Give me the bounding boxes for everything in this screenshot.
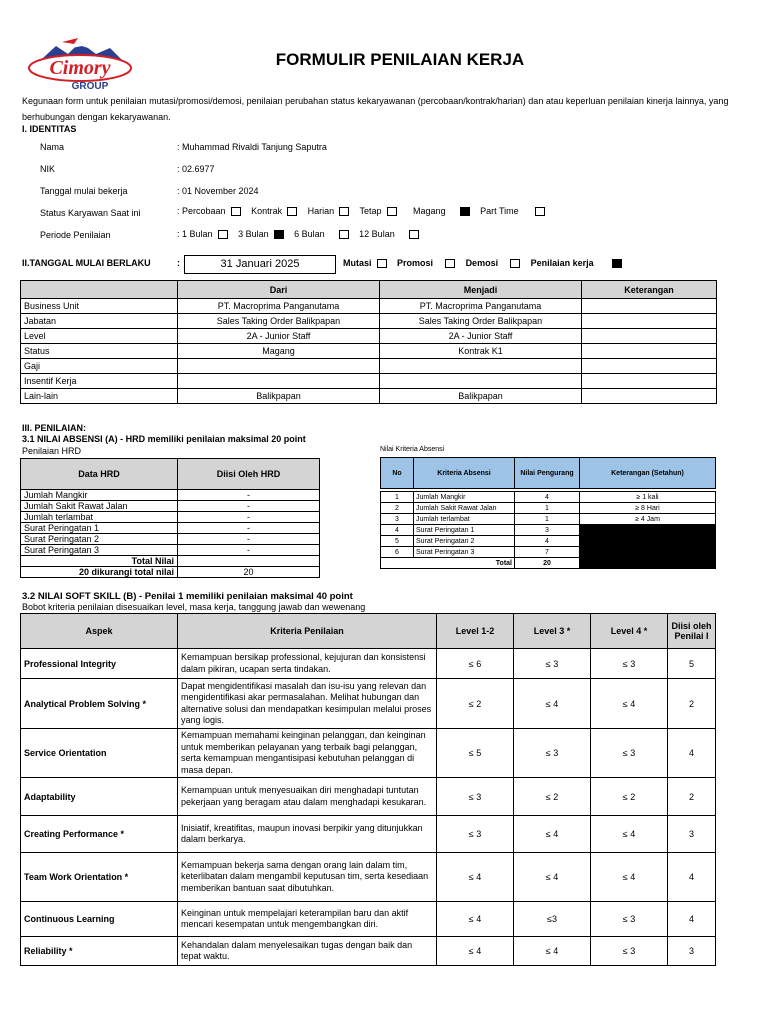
kt-header-no: No: [381, 458, 414, 489]
tanggal-berlaku-date[interactable]: 31 Januari 2025: [184, 255, 336, 274]
softskill-subheading: Bobot kriteria penilaian disesuaikan level, masa kerja, tanggung jawab dan wewenang: [22, 602, 366, 612]
mv-label: Status: [21, 344, 178, 359]
tb-opt-2: Demosi: [465, 258, 499, 268]
ss-level12: ≤ 3: [437, 778, 514, 816]
table-row: [21, 778, 716, 816]
kt-keterangan: ≥ 4 Jam: [580, 514, 716, 525]
total-nilai-label: Total Nilai: [21, 556, 178, 567]
kt-header-kriteria: Kriteria Absensi: [414, 458, 515, 489]
hrd-value[interactable]: -: [178, 512, 320, 523]
ss-header-level12: Level 1-2: [437, 614, 514, 649]
periode-opt-3: 12 Bulan: [359, 229, 395, 239]
ss-level3: ≤ 4: [514, 853, 591, 902]
ss-kriteria: Kemampuan untuk menyesuaikan diri menghadapi tuntutan pekerjaan yang beragam atau dalam menghadapi kesukaran.: [178, 778, 437, 816]
ss-score[interactable]: 4: [668, 902, 716, 937]
ss-aspek: Creating Performance *: [21, 816, 178, 853]
mv-keterangan[interactable]: [582, 374, 717, 389]
hrd-value[interactable]: -: [178, 490, 320, 501]
promosi-checkbox[interactable]: [445, 259, 455, 268]
periode-label: Periode Penilaian: [40, 230, 111, 240]
status-checkbox-tetap[interactable]: [387, 207, 397, 216]
mv-dari[interactable]: 2A - Junior Staff: [178, 329, 380, 344]
ss-level4: ≤ 3: [591, 649, 668, 679]
ss-level12: ≤ 5: [437, 729, 514, 778]
mv-keterangan[interactable]: [582, 299, 717, 314]
table-row: [381, 514, 716, 525]
softskill-heading: [22, 591, 353, 602]
status-karyawan-label: Status Karyawan Saat ini: [40, 208, 141, 218]
mv-label: Insentif Kerja: [21, 374, 178, 389]
mv-menjadi[interactable]: Sales Taking Order Balikpapan: [380, 314, 582, 329]
tanggal-berlaku-heading: II.TANGGAL MULAI BERLAKU: [22, 258, 151, 268]
ss-aspek: Service Orientation: [21, 729, 178, 778]
softskill-heading-bold: 3.2 NILAI SOFT SKILL (B): [22, 591, 137, 602]
logo-brand: Cimory: [49, 57, 111, 79]
table-row: [21, 344, 717, 359]
status-opt-0: Percobaan: [182, 206, 226, 216]
kt-kriteria: Surat Peringatan 2: [414, 536, 515, 547]
ss-level4: ≤ 3: [591, 729, 668, 778]
cimory-group-logo: [26, 38, 134, 92]
mv-dari[interactable]: [178, 359, 380, 374]
tanggal-berlaku-options: [343, 258, 630, 268]
tb-opt-1: Promosi: [397, 258, 434, 268]
kt-header-nilai: Nilai Pengurang: [515, 458, 580, 489]
kt-nilai: 7: [515, 547, 580, 558]
status-karyawan-options: [177, 206, 553, 216]
kt-no: 5: [381, 536, 414, 547]
periode-opt-1: 3 Bulan: [238, 229, 269, 239]
nama-value: : Muhammad Rivaldi Tanjung Saputra: [177, 142, 327, 152]
periode-options: [177, 229, 427, 239]
ss-header-level4: Level 4 *: [591, 614, 668, 649]
table-row: [21, 902, 716, 937]
tb-opt-3: Penilaian kerja: [530, 258, 594, 268]
status-opt-2: Harian: [307, 206, 335, 216]
table-row: [381, 525, 716, 536]
mv-label: Gaji: [21, 359, 178, 374]
table-row: [21, 314, 717, 329]
kt-header-keterangan: Keterangan (Setahun): [580, 458, 716, 489]
hrd-label: Surat Peringatan 3: [21, 545, 178, 556]
mv-keterangan[interactable]: [582, 359, 717, 374]
kt-total-value: 20: [515, 558, 580, 569]
movement-table: [20, 280, 717, 404]
table-row: [21, 545, 320, 556]
table-row: [381, 492, 716, 503]
kt-nilai: 3: [515, 525, 580, 536]
kt-no: 6: [381, 547, 414, 558]
kt-nilai: 1: [515, 514, 580, 525]
status-opt-4: Magang: [413, 206, 446, 216]
table-row: [21, 523, 320, 534]
ss-score[interactable]: 5: [668, 649, 716, 679]
ss-level3: ≤ 4: [514, 937, 591, 966]
mv-menjadi[interactable]: PT. Macroprima Panganutama: [380, 299, 582, 314]
kt-nilai: 4: [515, 492, 580, 503]
mv-label: Jabatan: [21, 314, 178, 329]
kt-no: 4: [381, 525, 414, 536]
hrd-label: Surat Peringatan 2: [21, 534, 178, 545]
ss-level3: ≤ 2: [514, 778, 591, 816]
status-opt-1: Kontrak: [251, 206, 283, 216]
ss-kriteria: Dapat mengidentifikasi masalah dan isu-isu yang relevan dan mengidentifikasi akar permasalahan. Melihat hubungan dan alternative solusi dan mendapatkan kesimpulan melalui proses yang logis.: [178, 679, 437, 729]
tanggal-bekerja-label: Tanggal mulai bekerja: [40, 186, 128, 196]
status-checkbox-percobaan[interactable]: [231, 207, 241, 216]
kt-blacked-cell: [580, 525, 716, 569]
total-nilai-value[interactable]: [178, 556, 320, 567]
kt-nilai: 1: [515, 503, 580, 514]
table-row: [21, 359, 717, 374]
kt-keterangan: ≥ 8 Hari: [580, 503, 716, 514]
periode-colon: :: [177, 229, 180, 239]
periode-checkbox-3-bulan[interactable]: [274, 230, 284, 239]
ss-level3: ≤ 3: [514, 649, 591, 679]
dikurangi-label: 20 dikurangi total nilai: [21, 567, 178, 578]
ss-header-penilai: Diisi oleh Penilai I: [668, 614, 716, 649]
ss-level4: ≤ 2: [591, 778, 668, 816]
table-row: [381, 503, 716, 514]
kt-no: 1: [381, 492, 414, 503]
table-row: [21, 649, 716, 679]
ss-kriteria: Inisiatif, kreatifitas, maupun inovasi berpikir yang ditunjukkan dalam berkarya.: [178, 816, 437, 853]
ss-level3: ≤ 4: [514, 816, 591, 853]
table-row: [21, 374, 717, 389]
penilaian-kerja-checkbox[interactable]: [612, 259, 622, 268]
tanggal-berlaku-colon: :: [177, 258, 180, 268]
mv-keterangan[interactable]: [582, 389, 717, 404]
ss-header-kriteria: Kriteria Penilaian: [178, 614, 437, 649]
ss-level3: ≤ 3: [514, 729, 591, 778]
dikurangi-value[interactable]: 20: [178, 567, 320, 578]
ss-score[interactable]: 2: [668, 679, 716, 729]
ss-aspek: Reliability *: [21, 937, 178, 966]
ss-aspek: Professional Integrity: [21, 649, 178, 679]
kt-kriteria: Jumlah terlambat: [414, 514, 515, 525]
ss-level12: ≤ 6: [437, 649, 514, 679]
mv-menjadi[interactable]: Balikpapan: [380, 389, 582, 404]
mv-dari[interactable]: [178, 374, 380, 389]
mv-dari[interactable]: PT. Macroprima Panganutama: [178, 299, 380, 314]
table-row: [21, 937, 716, 966]
form-intro: Kegunaan form untuk penilaian mutasi/promosi/demosi, penilaian perubahan status kekaryawanan (percobaan/kontrak/harian) dan atau keperluan penilaian kinerja lainnya, yang berhubungan dengan kekaryawanan.: [22, 96, 729, 122]
table-row: [21, 501, 320, 512]
status-checkbox-magang[interactable]: [460, 207, 470, 216]
table-row: [21, 299, 717, 314]
mv-dari[interactable]: Sales Taking Order Balikpapan: [178, 314, 380, 329]
hrd-table: [20, 458, 320, 578]
ss-level4: ≤ 3: [591, 902, 668, 937]
logo-group: GROUP: [71, 81, 109, 92]
table-row: [21, 329, 717, 344]
ss-level4: ≤ 3: [591, 937, 668, 966]
table-row: [21, 729, 716, 778]
mv-menjadi[interactable]: [380, 374, 582, 389]
status-colon: :: [177, 206, 180, 216]
periode-checkbox-12-bulan[interactable]: [409, 230, 419, 239]
ss-level4: ≤ 4: [591, 816, 668, 853]
table-row: [21, 490, 320, 501]
ss-kriteria: Kemampuan bersikap professional, kejujuran dan konsistensi dalam pikiran, ucapan serta tindakan.: [178, 649, 437, 679]
status-opt-3: Tetap: [359, 206, 382, 216]
hrd-value[interactable]: -: [178, 523, 320, 534]
mv-dari[interactable]: Magang: [178, 344, 380, 359]
kt-kriteria: Jumlah Sakit Rawat Jalan: [414, 503, 515, 514]
status-checkbox-harian[interactable]: [339, 207, 349, 216]
penilaian-hrd-label: Penilaian HRD: [22, 446, 82, 456]
ss-level12: ≤ 3: [437, 816, 514, 853]
ss-aspek: Team Work Orientation *: [21, 853, 178, 902]
penilaian-heading: III. PENILAIAN:: [22, 423, 87, 433]
identitas-heading: I. IDENTITAS: [22, 124, 77, 134]
ss-level3: ≤3: [514, 902, 591, 937]
mutasi-checkbox[interactable]: [377, 259, 387, 268]
ss-score[interactable]: 2: [668, 778, 716, 816]
mv-keterangan[interactable]: [582, 344, 717, 359]
mv-label: Lain-lain: [21, 389, 178, 404]
hrd-label: Surat Peringatan 1: [21, 523, 178, 534]
mv-label: Business Unit: [21, 299, 178, 314]
kt-kriteria: Surat Peringatan 1: [414, 525, 515, 536]
mv-menjadi[interactable]: Kontrak K1: [380, 344, 582, 359]
nik-label: NIK: [40, 164, 56, 174]
softskill-heading-rest: - Penilai 1 memiliki penilaian maksimal 40 point: [136, 591, 353, 602]
periode-checkbox-1-bulan[interactable]: [218, 230, 228, 239]
hrd-value[interactable]: -: [178, 545, 320, 556]
demosi-checkbox[interactable]: [510, 259, 520, 268]
status-checkbox-kontrak[interactable]: [287, 207, 297, 216]
absensi-heading: 3.1 NILAI ABSENSI (A) - HRD memiliki penilaian maksimal 20 point: [22, 434, 306, 444]
nama-label: Nama: [40, 142, 65, 152]
ss-score[interactable]: 3: [668, 937, 716, 966]
mv-header-dari: Dari: [178, 281, 380, 299]
ss-level4: ≤ 4: [591, 853, 668, 902]
kt-nilai: 4: [515, 536, 580, 547]
ss-score[interactable]: 4: [668, 729, 716, 778]
ss-kriteria: Keinginan untuk mempelajari keterampilan baru dan aktif mencari kesempatan untuk mengembangkan diri.: [178, 902, 437, 937]
table-row: [21, 534, 320, 545]
softskill-table: [20, 613, 716, 966]
kriteria-absensi-label: Nilai Kriteria Absensi: [380, 446, 445, 453]
periode-checkbox-6-bulan[interactable]: [339, 230, 349, 239]
mv-keterangan[interactable]: [582, 329, 717, 344]
hrd-value[interactable]: -: [178, 534, 320, 545]
ss-score[interactable]: 3: [668, 816, 716, 853]
ss-kriteria: Kehandalan dalam menyelesaikan tugas dengan baik dan tepat waktu.: [178, 937, 437, 966]
status-checkbox-part-time[interactable]: [535, 207, 545, 216]
kt-kriteria: Surat Peringatan 3: [414, 547, 515, 558]
table-row: [21, 853, 716, 902]
ss-level12: ≤ 4: [437, 853, 514, 902]
mv-header-menjadi: Menjadi: [380, 281, 582, 299]
mv-header-keterangan: Keterangan: [582, 281, 717, 299]
form-title: FORMULIR PENILAIAN KERJA: [275, 50, 525, 69]
mv-menjadi[interactable]: 2A - Junior Staff: [380, 329, 582, 344]
hrd-header-diisi: Diisi Oleh HRD: [178, 459, 320, 490]
periode-opt-0: 1 Bulan: [182, 229, 213, 239]
table-row: [21, 679, 716, 729]
table-row: [21, 512, 320, 523]
mv-label: Level: [21, 329, 178, 344]
status-opt-5: Part Time: [480, 206, 519, 216]
kt-total-label: Total: [381, 558, 515, 569]
periode-opt-2: 6 Bulan: [294, 229, 325, 239]
tanggal-bekerja-value: : 01 November 2024: [177, 186, 259, 196]
ss-aspek: Adaptability: [21, 778, 178, 816]
kriteria-absensi-table: [380, 457, 716, 569]
hrd-value[interactable]: -: [178, 501, 320, 512]
hrd-label: Jumlah terlambat: [21, 512, 178, 523]
ss-level12: ≤ 4: [437, 902, 514, 937]
kt-kriteria: Jumlah Mangkir: [414, 492, 515, 503]
mv-dari[interactable]: Balikpapan: [178, 389, 380, 404]
ss-level12: ≤ 2: [437, 679, 514, 729]
tb-opt-0: Mutasi: [343, 258, 372, 268]
ss-kriteria: Kemampuan bekerja sama dengan orang lain dalam tim, keterlibatan dalam mengambil keputusan tim, serta kesediaan memberikan bantuan saat dibutuhkan.: [178, 853, 437, 902]
table-row: [21, 389, 717, 404]
ss-header-level3: Level 3 *: [514, 614, 591, 649]
hrd-label: Jumlah Mangkir: [21, 490, 178, 501]
mv-keterangan[interactable]: [582, 314, 717, 329]
hrd-header-data: Data HRD: [21, 459, 178, 490]
mv-menjadi[interactable]: [380, 359, 582, 374]
kt-keterangan: ≥ 1 kali: [580, 492, 716, 503]
hrd-label: Jumlah Sakit Rawat Jalan: [21, 501, 178, 512]
ss-kriteria: Kemampuan memahami keinginan pelanggan, dan keinginan untuk memberikan pelayanan yang terbaik bagi pelanggan, serta kemampuan mengantisipasi kebutuhan pelanggan di masa depan.: [178, 729, 437, 778]
ss-level4: ≤ 4: [591, 679, 668, 729]
ss-header-aspek: Aspek: [21, 614, 178, 649]
nik-value: : 02.6977: [177, 164, 215, 174]
ss-level12: ≤ 4: [437, 937, 514, 966]
ss-level3: ≤ 4: [514, 679, 591, 729]
ss-aspek: Analytical Problem Solving *: [21, 679, 178, 729]
kt-no: 3: [381, 514, 414, 525]
kt-no: 2: [381, 503, 414, 514]
ss-aspek: Continuous Learning: [21, 902, 178, 937]
table-row: [21, 816, 716, 853]
ss-score[interactable]: 4: [668, 853, 716, 902]
mv-header-0: [21, 281, 178, 299]
